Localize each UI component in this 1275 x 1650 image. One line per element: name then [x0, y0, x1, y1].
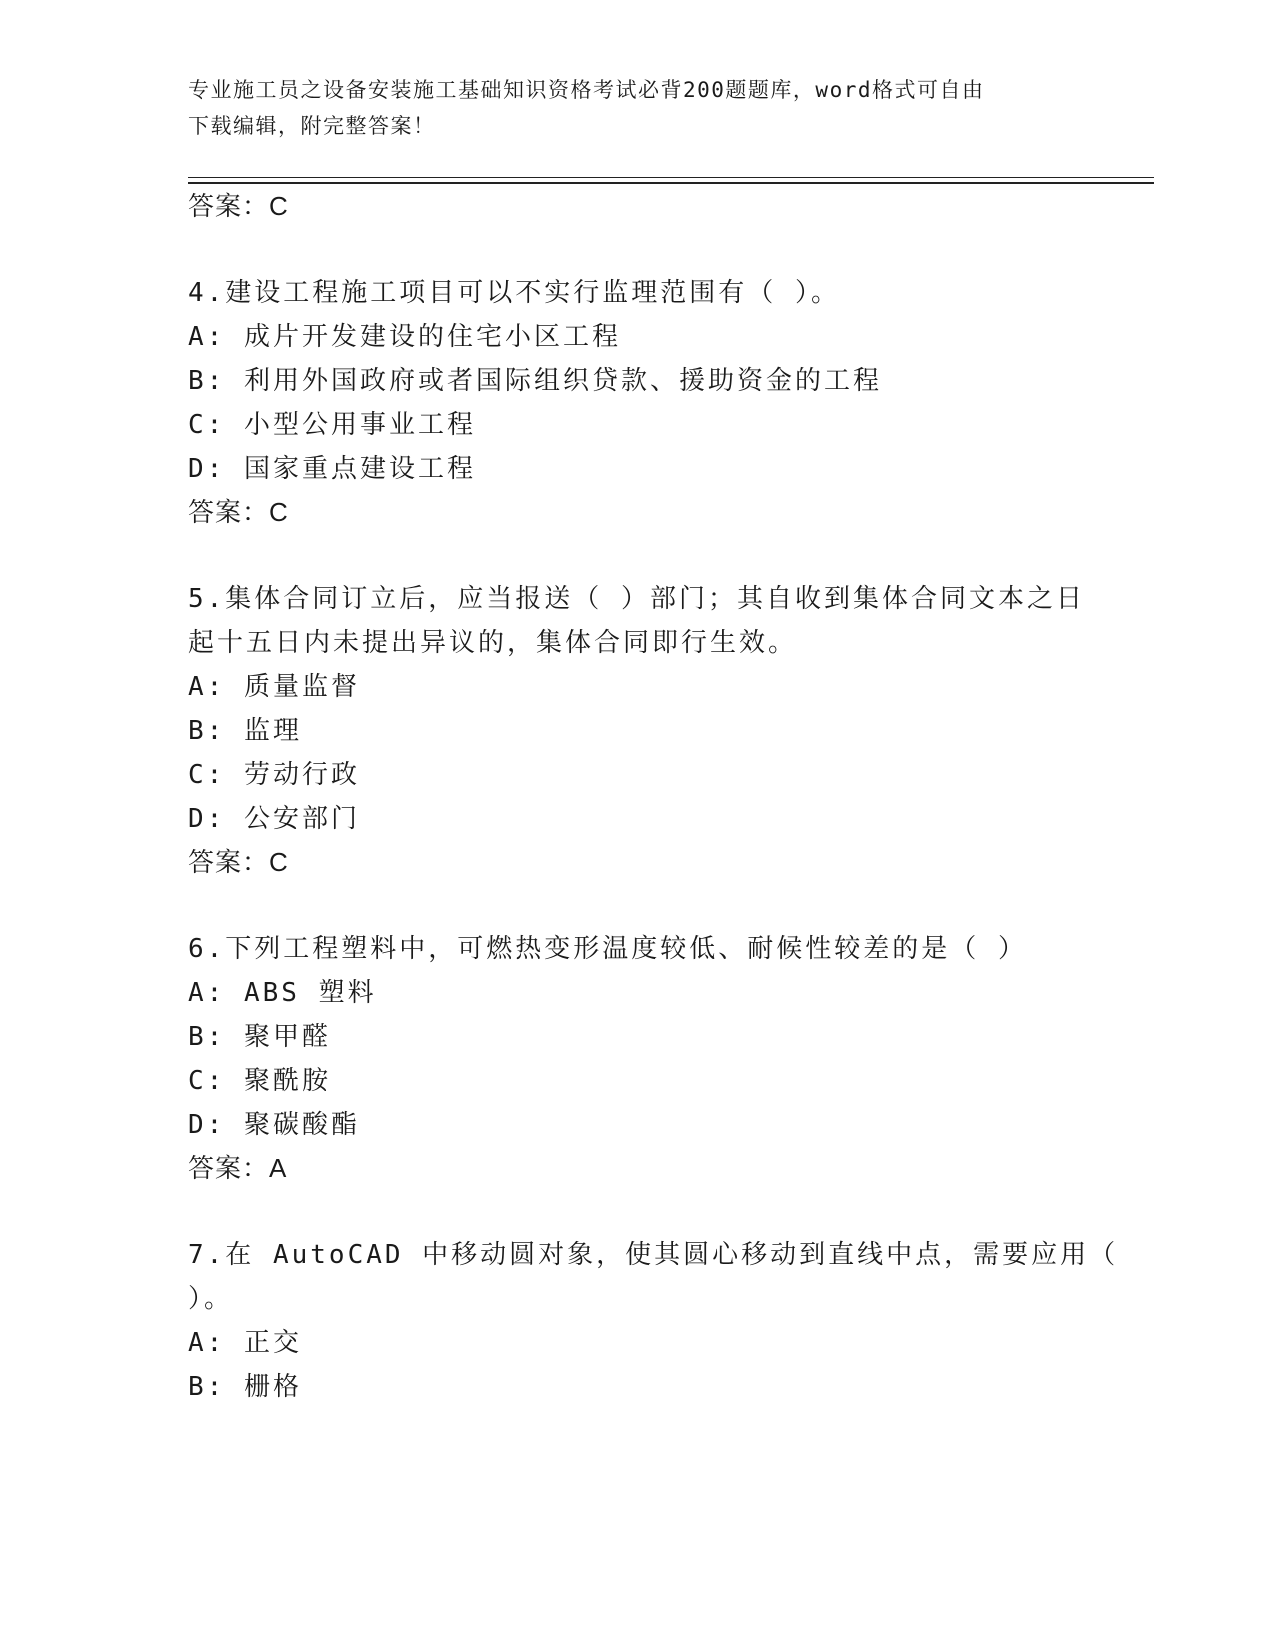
answer-line: 答案：A	[188, 1153, 288, 1183]
answer-line: 答案：C	[188, 847, 289, 877]
header-line-2: 下载编辑，附完整答案！	[188, 114, 436, 138]
option-b: B: 聚甲醛	[188, 1022, 331, 1052]
option-b: B: 利用外国政府或者国际组织贷款、援助资金的工程	[188, 366, 882, 396]
question-stem: 7.在 AutoCAD 中移动圆对象，使其圆心移动到直线中点，需要应用（	[188, 1240, 1119, 1270]
option-a: A: 质量监督	[188, 672, 360, 702]
header-divider-thick	[188, 182, 1154, 184]
question-stem: 4.建设工程施工项目可以不实行监理范围有（ ）。	[188, 278, 840, 308]
option-c: C: 劳动行政	[188, 760, 360, 790]
option-a: A: 成片开发建设的住宅小区工程	[188, 322, 621, 352]
document-header	[188, 72, 1088, 144]
question-stem: 6.下列工程塑料中，可燃热变形温度较低、耐候性较差的是（ ）	[188, 934, 1027, 964]
option-b: B: 监理	[188, 716, 302, 746]
option-a: A: 正交	[188, 1328, 302, 1358]
option-d: D: 聚碳酸酯	[188, 1110, 360, 1140]
option-b: B: 栅格	[188, 1372, 302, 1402]
header-divider-thin	[188, 177, 1154, 178]
header-line-1: 专业施工员之设备安装施工基础知识资格考试必背200题题库，word格式可自由	[188, 78, 985, 102]
option-c: C: 小型公用事业工程	[188, 410, 476, 440]
option-d: D: 公安部门	[188, 804, 360, 834]
option-a: A: ABS 塑料	[188, 978, 377, 1008]
answer-line: 答案：C	[188, 497, 289, 527]
answer-line: 答案：C	[188, 191, 289, 221]
question-stem-cont: ）。	[188, 1284, 234, 1314]
question-stem-cont: 起十五日内未提出异议的，集体合同即行生效。	[188, 628, 798, 658]
option-d: D: 国家重点建设工程	[188, 454, 476, 484]
option-c: C: 聚酰胺	[188, 1066, 331, 1096]
question-stem: 5.集体合同订立后，应当报送（ ）部门；其自收到集体合同文本之日	[188, 584, 1085, 614]
